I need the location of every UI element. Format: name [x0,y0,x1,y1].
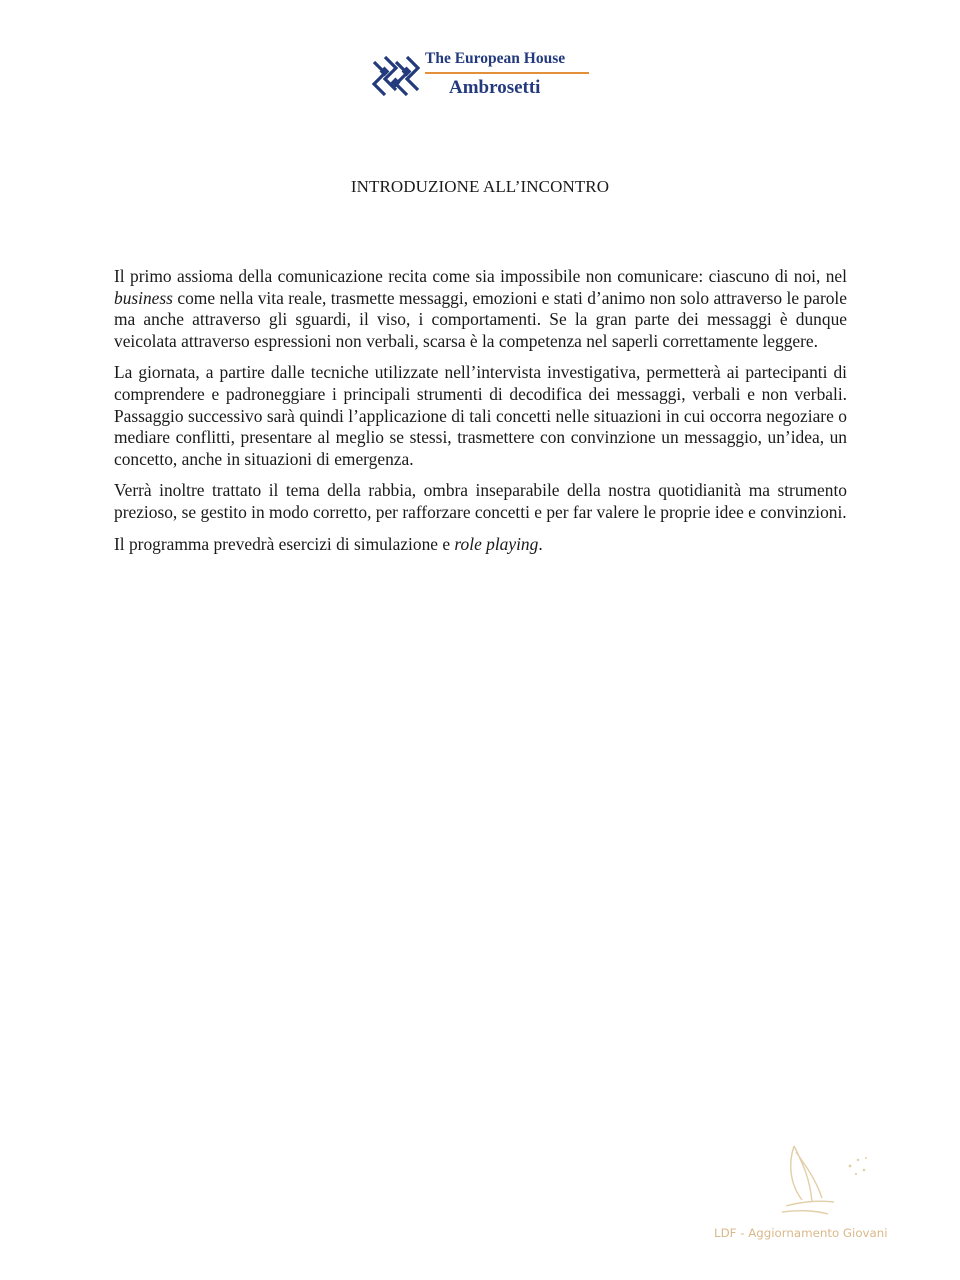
text-segment-italic: role playing [454,533,539,554]
text-segment: Il programma prevedrà esercizi di simulazione e [114,533,455,554]
paragraph [114,480,847,523]
text-segment: . [538,533,543,554]
paragraph [114,266,847,352]
logo-company-name: The European House [425,50,566,67]
ambrosetti-mark-icon [371,54,421,98]
text-segment: Verrà inoltre trattato il tema della rabbia, ombra inseparabile della nostra quotidianità ma strumento prezioso, se gestito in modo corretto, per rafforzare concetti e per far valere le proprie idee e convinzioni. [114,480,847,522]
paragraph [114,534,847,556]
text-segment: Il primo assioma della comunicazione recita come sia impossibile non comunicare: ciascuno di noi, nel [114,266,847,286]
text-segment-italic: business [114,287,173,308]
document-body [114,266,847,565]
logo-divider [425,72,589,74]
document-title: INTRODUZIONE ALL’INCONTRO [350,177,610,196]
text-segment: La giornata, a partire dalle tecniche utilizzate nell’intervista investigativa, permetterà ai partecipanti di comprendere e padroneggiare i principali strumenti di decodifica dei messaggi, verbali e non verbali. Passaggio successivo sarà quindi l’applicazione di tali concetti nelle situazioni in cui occorra negoziare o mediare conflitti, presentare al meglio se stessi, trasmettere con convinzione un messaggio, un’idea, un concetto, anche in situazioni di emergenza. [114,362,847,469]
footer-label: LDF - Aggiornamento Giovani [714,1226,888,1240]
header-logo [371,50,593,102]
text-segment: come nella vita reale, trasmette messaggi, emozioni e stati d’animo non solo attraverso le parole ma anche attraverso gli sguardi, il viso, i comportamenti. Se la gran parte dei messaggi è dunque veicolata attraverso espressioni non verbali, scarsa è la competenza nel saperli correttamente leggere. [114,287,847,351]
logo-brand-name: Ambrosetti [449,77,541,98]
paragraph [114,362,847,470]
sailboat-icon [772,1140,872,1222]
